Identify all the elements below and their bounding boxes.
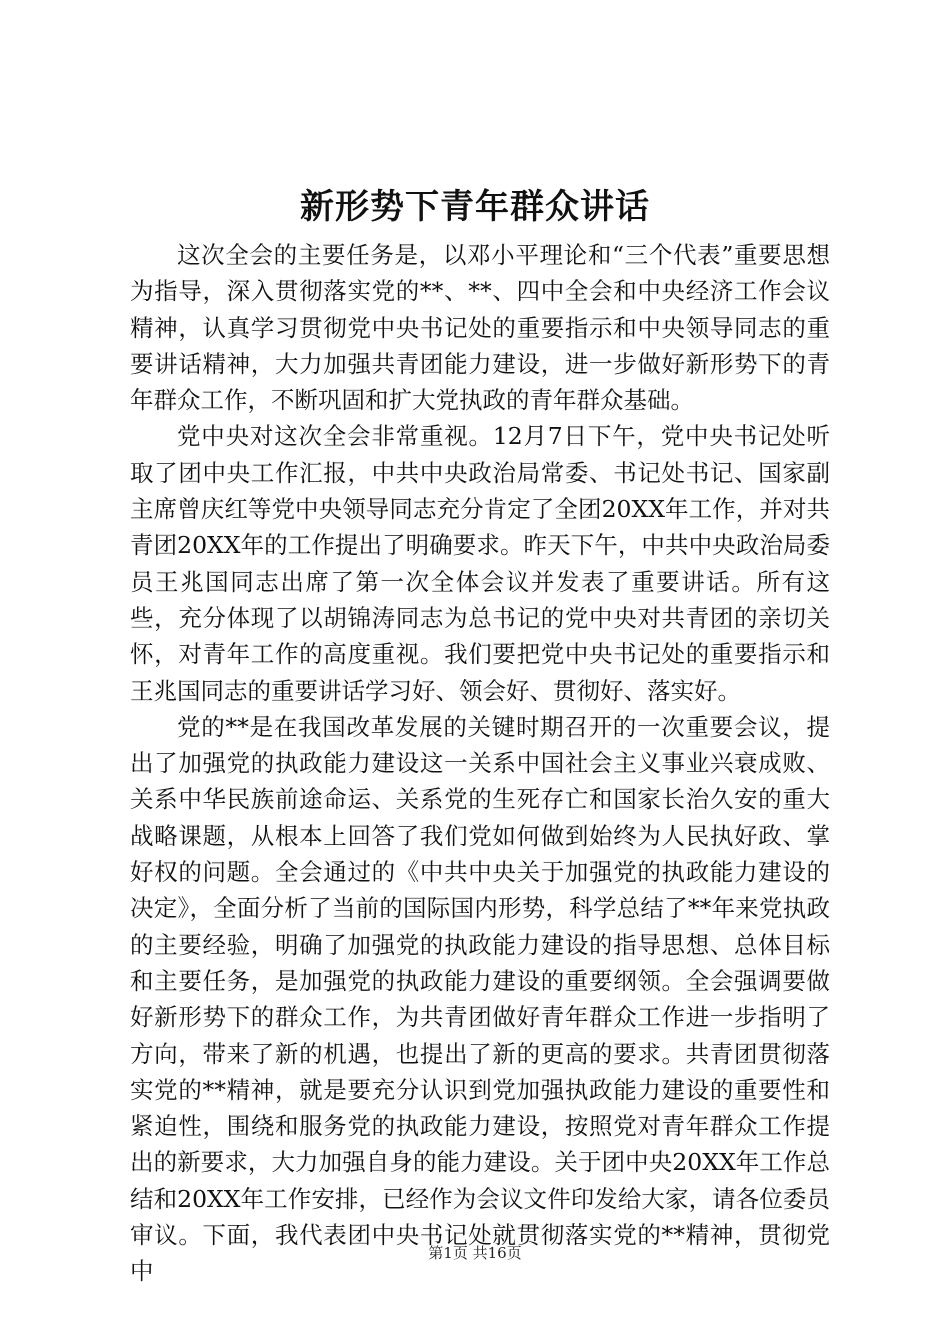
document-body xyxy=(130,237,830,1290)
page-footer xyxy=(0,1241,950,1265)
page-number-current: 第1页 xyxy=(428,1244,468,1262)
document-title: 新形势下青年群众讲话 xyxy=(300,187,650,227)
page-number-total: 共16页 xyxy=(472,1244,522,1262)
paragraph-1: 这次全会的主要任务是，以邓小平理论和“三个代表”重要思想为指导，深入贯彻落实党的**、**、四中全会和中央经济工作会议精神，认真学习贯彻党中央书记处的重要指示和中央领导同志的重要讲话精神，大力加强共青团能力建设，进一步做好新形势下的青年群众工作，不断巩固和扩大党执政的青年群众基础。 xyxy=(130,241,830,415)
paragraph-3: 党的**是在我国改革发展的关键时期召开的一次重要会议，提出了加强党的执政能力建设这一关系中国社会主义事业兴衰成败、关系中华民族前途命运、关系党的生死存亡和国家长治久安的重大战略课题，从根本上回答了我们党如何做到始终为人民执好政、掌好权的问题。全会通过的《中共中央关于加强党的执政能力建设的决定》，全面分析了当前的国际国内形势，科学总结了**年来党执政的主要经验，明确了加强党的执政能力建设的指导思想、总体目标和主要任务，是加强党的执政能力建设的重要纲领。全会强调要做好新形势下的群众工作，为共青团做好青年群众工作进一步指明了方向，带来了新的机遇，也提出了新的更高的要求。共青团贯彻落实党的**精神，就是要充分认识到党加强执政能力建设的重要性和紧迫性，围绕和服务党的执政能力建设，按照党对青年群众工作提出的新要求，大力加强自身的能力建设。关于团中央20XX年工作总结和20XX年工作安排，已经作为会议文件印发给大家，请各位委员审议。下面，我代表团中央书记处就贯彻落实党的**精神，贯彻党中 xyxy=(130,712,830,1286)
paragraph-2: 党中央对这次全会非常重视。12月7日下午，党中央书记处听取了团中央工作汇报，中共中央政治局常委、书记处书记、国家副主席曾庆红等党中央领导同志充分肯定了全团20XX年工作，并对共青团20XX年的工作提出了明确要求。昨天下午，中共中央政治局委员王兆国同志出席了第一次全体会议并发表了重要讲话。所有这些，充分体现了以胡锦涛同志为总书记的党中央对共青团的亲切关怀，对青年工作的高度重视。我们要把党中央书记处的重要指示和王兆国同志的重要讲话学习好、领会好、贯彻好、落实好。 xyxy=(130,422,830,705)
